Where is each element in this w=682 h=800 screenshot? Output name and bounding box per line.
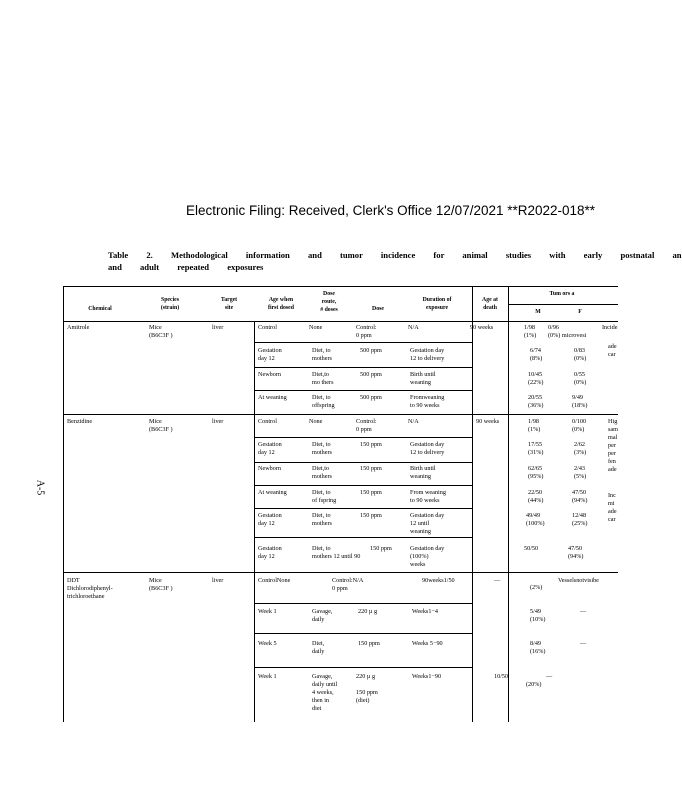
dose-cell: 500 ppm <box>360 394 382 401</box>
species-cell: Mice (B6C3F ) <box>149 577 173 592</box>
age-cell: Newborn <box>258 465 282 472</box>
header-bottom-rule <box>64 321 618 322</box>
row-rule <box>254 633 472 634</box>
age-col-rule <box>254 321 255 722</box>
female-cell: Vesselsnotvisibe <box>558 577 599 584</box>
header-duration: Duration of exposure <box>422 297 452 311</box>
tumor-col-rule <box>508 286 509 722</box>
table-left-rule <box>63 286 64 722</box>
table-caption <box>108 249 682 273</box>
death-col-rule <box>472 286 473 722</box>
route-cell: Gavage, daily <box>312 608 333 623</box>
duration-cell: Weeks 5−90 <box>412 640 443 647</box>
target-cell: liver <box>212 324 224 331</box>
male-cell: 6/74 (8%) <box>530 347 543 362</box>
duration-cell: Gestation day 12 to delivery <box>410 347 445 362</box>
male-cell: 8/49 (16%) <box>530 640 546 655</box>
death-cell: 10/50 <box>494 673 509 680</box>
note-cell: Inc mi ade car <box>608 492 617 523</box>
dose-cell: 150 ppm <box>360 489 382 496</box>
female-cell: — <box>580 640 587 647</box>
filing-stamp: Electronic Filing: Received, Clerk's Office 12/07/2021 **R2022-018** <box>186 203 596 218</box>
female-cell: 0/100 (0%) <box>572 418 587 433</box>
dose-cell: 500 ppm <box>360 371 382 378</box>
header-age-first-dosed: Age when first dosed <box>268 297 294 311</box>
note-cell: Hig sam mal per per fen ade <box>608 418 618 473</box>
dose-cell: 500 ppm <box>360 347 382 354</box>
male-cell: (2%) <box>530 584 543 591</box>
dose-cell: 220 µ g <box>358 608 378 615</box>
age-cell: ControlNone <box>258 577 291 584</box>
row-rule <box>254 367 472 368</box>
duration-cell: Birth until weaning <box>410 465 436 480</box>
header-chemical: Chemical <box>88 306 112 312</box>
row-rule <box>254 390 472 391</box>
male-cell: 17/55 (31%) <box>528 441 544 456</box>
header-male: M <box>535 309 541 315</box>
age-cell: At weaning <box>258 394 287 401</box>
route-cell: Diet, to mothers <box>312 347 332 362</box>
duration-cell: Gestation day 12 until weaning <box>410 512 445 535</box>
row-rule <box>64 572 618 573</box>
species-cell: Mice (B6C3F ) <box>149 324 173 339</box>
table-top-rule <box>64 286 618 287</box>
route-cell: Diet,to mothers <box>312 465 332 480</box>
female-cell: 47/50 (94%) <box>572 489 588 504</box>
row-rule <box>254 342 472 343</box>
female-cell: 2/43 (5%) <box>574 465 587 480</box>
dose-cell: Control: 0 ppm <box>356 324 377 339</box>
row-rule <box>254 667 472 668</box>
duration-cell: Gestation day 12 to delivery <box>410 441 445 456</box>
route-cell: None <box>309 324 323 331</box>
row-rule <box>64 414 618 415</box>
duration-cell: From weaning to 90 weeks <box>410 489 446 504</box>
death-cell: 90 weeks <box>476 418 500 425</box>
male-cell: (20%) <box>526 681 542 688</box>
female-cell: 0/96 (0%) microvesi <box>548 324 587 339</box>
chemical-name: Amitrole <box>67 324 90 331</box>
duration-cell: Fromweaning to 90 weeks <box>410 394 445 409</box>
male-cell: 20/55 (36%) <box>528 394 544 409</box>
header-age-death: Age at death <box>482 297 498 311</box>
age-cell: At weaning <box>258 489 287 496</box>
route-cell: None <box>309 418 323 425</box>
death-cell: — <box>494 577 501 584</box>
route-cell: Diet, daily <box>312 640 325 655</box>
header-species: Species (strain) <box>160 297 180 311</box>
route-cell: Diet, to mothers <box>312 512 332 527</box>
age-cell: Control <box>258 418 277 425</box>
caption-line-1: Table 2. Methodological information and tumor incidence for animal studies with early postnatal an <box>108 250 682 260</box>
duration-cell: Weeks1−90 <box>412 673 442 680</box>
route-cell: Diet, to mothers 12 until 90 <box>312 545 361 560</box>
duration-cell: Weeks1−4 <box>412 608 439 615</box>
age-cell: Control <box>258 324 277 331</box>
route-cell: Diet, to of fspring <box>312 489 337 504</box>
dose-cell: 150 ppm <box>358 640 380 647</box>
dose-cell: 150 ppm <box>360 465 382 472</box>
route-cell: Diet,to mo thers <box>312 371 334 386</box>
dose-cell: 150 ppm <box>360 512 382 519</box>
age-cell: Newborn <box>258 371 282 378</box>
duration-cell: 90weeks1/50 <box>422 577 455 584</box>
target-cell: liver <box>212 577 224 584</box>
male-cell: 5/49 (10%) <box>530 608 546 623</box>
male-cell: 1/98 (1%) <box>528 418 541 433</box>
female-cell: 9/49 (18%) <box>572 394 588 409</box>
age-cell: Week 5 <box>258 640 277 647</box>
dose-cell: Control:N/A 0 ppm <box>332 577 364 592</box>
age-cell: Gestation day 12 <box>258 441 282 456</box>
species-cell: Mice (B6C3F ) <box>149 418 173 433</box>
age-cell: Week 1 <box>258 608 277 615</box>
chemical-name: DDT Dichlorodiphenyl- trichloroethane <box>67 577 113 600</box>
female-cell: 47/50 (94%) <box>568 545 584 560</box>
male-cell: 62/65 (95%) <box>528 465 544 480</box>
note-cell: ade car <box>608 343 617 358</box>
route-cell: Diet, to offspring <box>312 394 335 409</box>
male-cell: 49/49 (100%) <box>526 512 545 527</box>
age-cell: Gestation day 12 <box>258 545 282 560</box>
row-rule <box>254 603 472 604</box>
route-cell: Diet, to mothers <box>312 441 332 456</box>
row-rule <box>254 508 472 509</box>
female-cell: 12/48 (25%) <box>572 512 588 527</box>
male-cell: 50/50 <box>524 545 539 552</box>
duration-cell: Birth until weaning <box>410 371 436 386</box>
female-cell: — <box>546 673 553 680</box>
header-dose-route: Dose route, # doses <box>320 291 338 313</box>
female-cell: 0/83 (0%) <box>574 347 587 362</box>
dose-cell: 220 µ g 150 ppm (diet) <box>356 673 378 704</box>
duration-cell: Gestation day (100%) weeks <box>410 545 445 568</box>
caption-line-2: and adult repeated exposures <box>108 262 264 272</box>
note-cell: Incide <box>602 324 618 331</box>
header-tumors: Tum ors a <box>549 291 575 297</box>
row-rule <box>254 537 472 538</box>
page-label: A-5 <box>34 479 46 496</box>
row-rule <box>254 485 472 486</box>
header-female: F <box>578 309 582 315</box>
duration-cell: N/A <box>408 418 419 425</box>
dose-cell: Control: 0 ppm <box>356 418 377 433</box>
dose-cell: 150 ppm <box>360 441 382 448</box>
duration-cell: N/A <box>408 324 419 331</box>
male-cell: 1/98 (1%) <box>524 324 537 339</box>
tumor-header-rule <box>509 304 618 305</box>
female-cell: 2/62 (3%) <box>574 441 587 456</box>
row-rule <box>254 462 472 463</box>
male-cell: 10/45 (22%) <box>528 371 544 386</box>
header-target-site: Target site <box>220 297 238 311</box>
age-cell: Gestation day 12 <box>258 347 282 362</box>
female-cell: — <box>580 608 587 615</box>
male-cell: 22/50 (44%) <box>528 489 544 504</box>
route-cell: Gavage, daily until 4 weeks, then in diet <box>312 673 338 712</box>
row-rule <box>254 437 472 438</box>
dose-cell: 150 ppm <box>370 545 392 552</box>
header-dose: Dose <box>372 306 384 312</box>
death-cell: 90 weeks <box>470 324 494 331</box>
chemical-name: Benzidine <box>67 418 93 425</box>
female-cell: 0/55 (0%) <box>574 371 587 386</box>
age-cell: Gestation day 12 <box>258 512 282 527</box>
age-cell: Week 1 <box>258 673 277 680</box>
target-cell: liver <box>212 418 224 425</box>
